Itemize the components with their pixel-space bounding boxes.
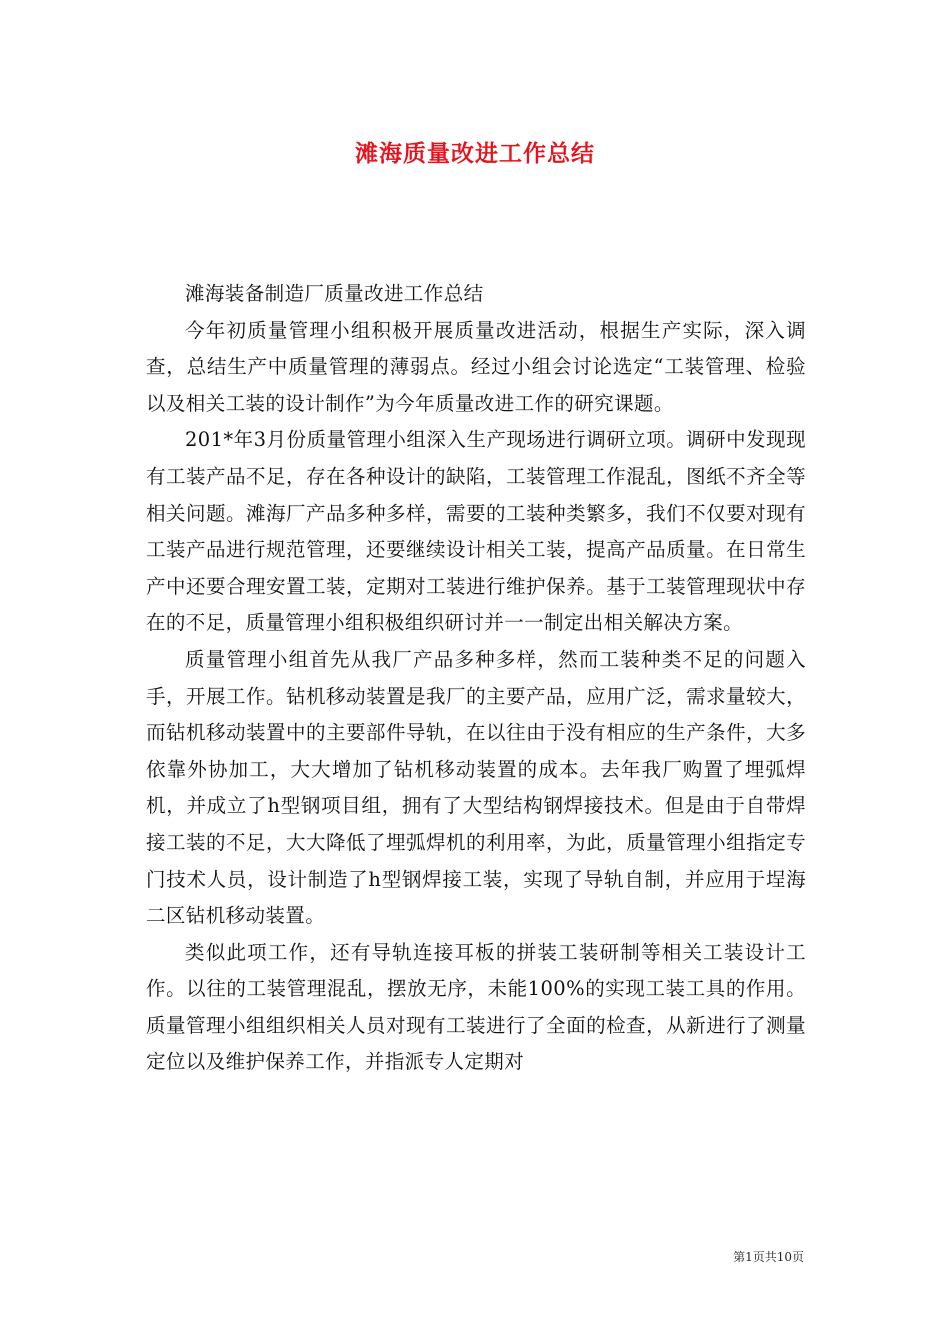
subtitle-paragraph: 滩海装备制造厂质量改进工作总结 <box>185 282 484 305</box>
body-paragraph: 今年初质量管理小组积极开展质量改进活动，根据生产实际，深入调查，总结生产中质量管理的薄弱点。经过小组会讨论选定“工装管理、检验以及相关工装的设计制作”为今年质量改进工作的研究课题。 <box>146 318 806 415</box>
document-body <box>146 276 806 1081</box>
body-paragraph: 类似此项工作，还有导轨连接耳板的拼装工装研制等相关工装设计工作。以往的工装管理混乱，摆放无序，未能100%的实现工装工具的作用。质量管理小组组织相关人员对现有工装进行了全面的检查，从新进行了测量定位以及维护保养工作，并指派专人定期对 <box>146 940 806 1074</box>
body-paragraph: 201*年3月份质量管理小组深入生产现场进行调研立项。调研中发现现有工装产品不足，存在各种设计的缺陷，工装管理工作混乱，图纸不齐全等相关问题。滩海厂产品多种多样，需要的工装种类繁多，我们不仅要对现有工装产品进行规范管理，还要继续设计相关工装，提高产品质量。在日常生产中还要合理安置工装，定期对工装进行维护保养。基于工装管理现状中存在的不足，质量管理小组积极组织研讨并一一制定出相关解决方案。 <box>146 428 806 635</box>
body-paragraph: 质量管理小组首先从我厂产品多种多样，然而工装种类不足的问题入手，开展工作。钻机移动装置是我厂的主要产品，应用广泛，需求量较大，而钻机移动装置中的主要部件导轨，在以往由于没有相应的生产条件，大多依靠外协加工，大大增加了钻机移动装置的成本。去年我厂购置了埋弧焊机，并成立了h型钢项目组，拥有了大型结构钢焊接技术。但是由于自带焊接工装的不足，大大降低了埋弧焊机的利用率，为此，质量管理小组指定专门技术人员，设计制造了h型钢焊接工装，实现了导轨自制，并应用于埕海二区钻机移动装置。 <box>146 647 806 928</box>
page-number-footer: 第1页共10页 <box>733 1250 804 1264</box>
document-title: 滩海质量改进工作总结 <box>355 140 595 167</box>
